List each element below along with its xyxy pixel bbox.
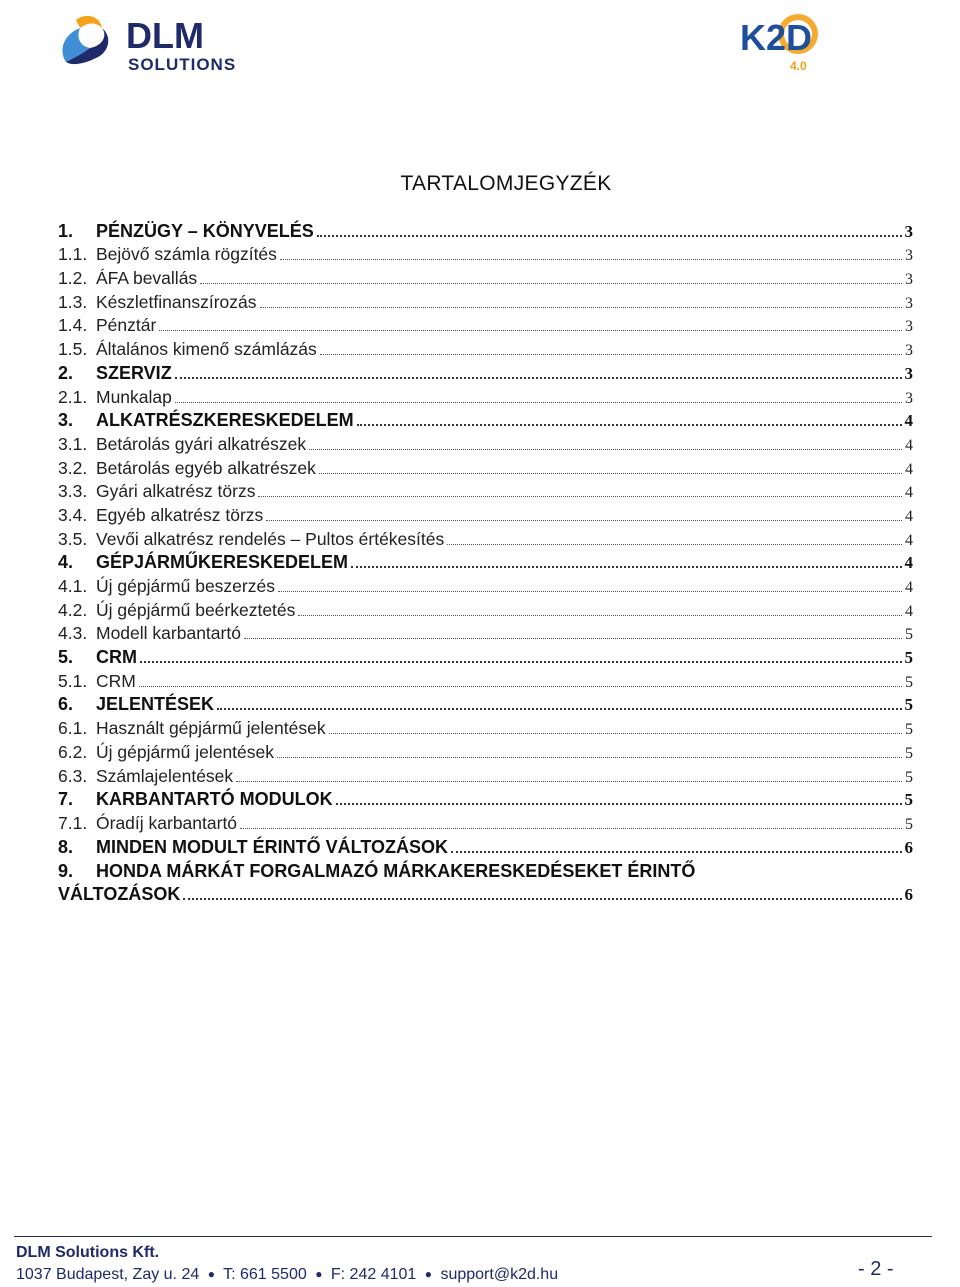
toc-entry-page: 6 <box>904 885 913 905</box>
toc-entry-number: 8. <box>58 836 74 857</box>
toc-dot-leader <box>278 590 902 592</box>
toc-entry-number: 2.1. <box>58 386 88 407</box>
toc-entry[interactable] <box>58 526 913 550</box>
svg-text:K2D: K2D <box>740 17 813 58</box>
toc-entry-page: 4 <box>905 579 913 596</box>
toc-entry[interactable] <box>58 289 913 313</box>
toc-dot-leader <box>319 472 902 474</box>
toc-entry-page: 5 <box>904 648 913 668</box>
toc-entry-number: 6.2. <box>58 741 88 762</box>
toc-entry[interactable] <box>58 668 913 692</box>
toc-entry-label: ALKATRÉSZKERESKEDELEM <box>96 410 354 431</box>
toc-entry-page: 5 <box>905 768 913 786</box>
toc-dot-leader <box>183 897 901 900</box>
toc-entry-label: SZERVIZ <box>96 362 172 383</box>
toc-entry-label: CRM <box>96 670 136 691</box>
toc-entry[interactable] <box>58 479 913 503</box>
toc-dot-leader <box>175 401 902 403</box>
toc-dot-leader <box>200 282 902 284</box>
footer-phone: T: 661 5500 <box>223 1266 307 1283</box>
toc-entry-label: Munkalap <box>96 386 172 407</box>
svg-text:DLM: DLM <box>126 15 204 56</box>
toc-entry-number: 3.5. <box>58 528 88 549</box>
footer-address: 1037 Budapest, Zay u. 24 <box>16 1266 200 1283</box>
toc-entry-label: HONDA MÁRKÁT FORGALMAZÓ MÁRKAKERESKEDÉSEKET ÉRINTŐ <box>96 860 696 881</box>
toc-title-text: TARTALOMJEGYZÉK <box>400 172 612 195</box>
toc-entry-label: Bejövő számla rögzítés <box>96 244 277 265</box>
toc-entry-label: Általános kimenő számlázás <box>96 339 317 360</box>
toc-entry-number: 4.1. <box>58 576 88 596</box>
toc-entry-number: 6.3. <box>58 765 88 786</box>
footer-email[interactable]: support@k2d.hu <box>440 1266 559 1283</box>
footer-fax: F: 242 4101 <box>330 1266 417 1283</box>
toc-title <box>0 172 960 196</box>
toc-entry-label: KARBANTARTÓ MODULOK <box>96 789 333 810</box>
toc-dot-leader <box>175 376 902 379</box>
toc-entry-number: 4.2. <box>58 599 88 620</box>
toc-entry[interactable] <box>58 644 913 668</box>
toc-dot-leader <box>236 780 902 782</box>
toc-dot-leader <box>320 353 902 355</box>
toc-entry-number: 7.1. <box>58 812 88 833</box>
toc-dot-leader <box>139 685 902 687</box>
toc-entry-label: Új gépjármű jelentések <box>96 741 275 762</box>
bullet-icon: ● <box>315 1267 323 1281</box>
toc-dot-leader <box>329 732 902 734</box>
k2d-logo <box>736 4 866 76</box>
toc-entry-label: Betárolás gyári alkatrészek <box>96 433 307 454</box>
toc-entry-label: Számlajelentések <box>96 765 234 786</box>
toc-entry[interactable] <box>58 408 913 432</box>
toc-entry-page: 4 <box>905 531 913 549</box>
toc-entry[interactable] <box>58 455 913 479</box>
toc-entry-page: 5 <box>905 673 913 691</box>
toc-dot-leader <box>357 423 902 426</box>
toc-entry[interactable] <box>58 597 913 621</box>
toc-entry-number: 1. <box>58 220 74 241</box>
toc-entry-page: 5 <box>905 626 913 644</box>
toc-dot-leader <box>159 329 902 331</box>
toc-entry-number: 1.4. <box>58 315 88 336</box>
toc-entry-number: 1.1. <box>58 244 88 265</box>
svg-text:SOLUTIONS: SOLUTIONS <box>128 55 237 74</box>
toc-dot-leader <box>451 850 902 853</box>
toc-entry-page: 5 <box>905 721 913 739</box>
toc-dot-leader <box>309 448 902 450</box>
toc-dot-leader <box>260 306 903 308</box>
toc-dot-leader <box>277 756 902 758</box>
toc-entry-page: 3 <box>905 294 913 312</box>
toc-entry-label: Gyári alkatrész törzs <box>96 481 256 502</box>
toc-entry[interactable] <box>58 787 913 811</box>
toc-entry-number: 3.1. <box>58 433 88 454</box>
toc-entry-label: Egyéb alkatrész törzs <box>96 504 264 525</box>
toc-entry-label: Óradíj karbantartó <box>96 812 238 833</box>
toc-entry[interactable] <box>58 265 913 289</box>
toc-dot-leader <box>280 258 902 260</box>
toc-dot-leader <box>336 802 902 805</box>
toc-entry[interactable] <box>58 431 913 455</box>
toc-entry-label: Betárolás egyéb alkatrészek <box>96 457 316 478</box>
toc-entry-label: Új gépjármű beszerzés <box>96 576 275 596</box>
toc-entry-page: 4 <box>905 507 913 525</box>
toc-entry-label: MINDEN MODULT ÉRINTŐ VÁLTOZÁSOK <box>96 836 448 857</box>
toc-entry[interactable] <box>58 810 913 834</box>
toc-entry-page: 4 <box>905 460 913 478</box>
toc-entry[interactable] <box>58 763 913 787</box>
toc-entry-page: 5 <box>905 744 913 762</box>
toc-dot-leader <box>447 543 902 545</box>
toc-entry[interactable] <box>58 834 913 858</box>
toc-entry-label: Új gépjármű beérkeztetés <box>96 599 296 620</box>
footer-contact <box>16 1266 558 1284</box>
toc-entry-page: 4 <box>905 436 913 454</box>
toc-dot-leader <box>351 565 901 568</box>
toc-entry[interactable] <box>58 502 913 526</box>
toc-entry[interactable] <box>58 313 913 337</box>
toc-entry-number: 6. <box>58 694 74 715</box>
toc-entry-page: 5 <box>904 790 913 810</box>
toc-entry-page: 3 <box>904 221 913 241</box>
toc-entry-page: 3 <box>904 363 913 383</box>
toc-entry-label: JELENTÉSEK <box>96 694 215 715</box>
toc-entry-label: ÁFA bevallás <box>96 268 198 289</box>
toc-entry[interactable] <box>58 384 913 408</box>
toc-entry-number: 5.1. <box>58 670 88 691</box>
toc-entry-label: VÁLTOZÁSOK <box>58 884 181 905</box>
toc-entry[interactable] <box>58 739 913 763</box>
toc-entry-page: 5 <box>905 815 913 833</box>
toc-entry-number: 3.4. <box>58 504 88 525</box>
toc-entry-page: 3 <box>905 342 913 360</box>
toc-entry-number: 4. <box>58 552 74 573</box>
toc-entry-number: 3.3. <box>58 481 88 502</box>
toc-entry-number: 2. <box>58 362 74 383</box>
toc-entry-page: 4 <box>904 411 913 431</box>
toc-entry-label: Pénztár <box>96 315 157 336</box>
toc-entry-number: 4.3. <box>58 623 88 644</box>
toc-entry[interactable] <box>58 218 913 242</box>
toc-entry-number: 7. <box>58 789 74 810</box>
toc-entry-number: 1.5. <box>58 339 88 360</box>
toc-entry-continuation[interactable] <box>58 882 913 906</box>
toc-dot-leader <box>266 519 902 521</box>
toc-entry-label: PÉNZÜGY – KÖNYVELÉS <box>96 220 314 241</box>
toc-dot-leader <box>217 707 901 710</box>
toc-dot-leader <box>317 234 902 237</box>
toc-dot-leader <box>140 660 902 663</box>
toc-entry[interactable] <box>58 573 913 597</box>
bullet-icon: ● <box>207 1267 215 1281</box>
toc-entry-number: 3.2. <box>58 457 88 478</box>
toc-entry-page: 5 <box>904 695 913 715</box>
toc-entry[interactable] <box>58 858 913 882</box>
page-number: - 2 - <box>858 1258 894 1280</box>
table-of-contents <box>58 218 913 905</box>
toc-dot-leader <box>258 495 902 497</box>
toc-entry-page: 3 <box>905 247 913 265</box>
toc-entry-number: 9. <box>58 860 74 881</box>
toc-dot-leader <box>244 637 902 639</box>
toc-entry-page: 4 <box>905 484 913 502</box>
toc-entry-label: Készletfinanszírozás <box>96 291 257 312</box>
toc-entry-number: 1.2. <box>58 268 88 289</box>
toc-entry-page: 3 <box>905 271 913 289</box>
toc-entry-label: Használt gépjármű jelentések <box>96 718 326 739</box>
toc-entry-label: Modell karbantartó <box>96 623 241 644</box>
toc-dot-leader <box>240 827 902 829</box>
footer-company: DLM Solutions Kft. <box>16 1244 160 1261</box>
toc-entry[interactable] <box>58 715 913 739</box>
toc-entry-number: 6.1. <box>58 718 88 739</box>
toc-entry[interactable] <box>58 242 913 266</box>
footer-divider <box>14 1236 932 1237</box>
toc-entry-number: 5. <box>58 647 74 668</box>
bullet-icon: ● <box>424 1267 432 1281</box>
toc-entry-label: CRM <box>96 647 137 668</box>
toc-entry[interactable] <box>58 336 913 360</box>
dlm-solutions-logo <box>56 12 296 78</box>
toc-dot-leader <box>298 614 902 616</box>
toc-entry[interactable] <box>58 692 913 716</box>
toc-entry-number: 3. <box>58 410 74 431</box>
toc-entry-label: GÉPJÁRMŰKERESKEDELEM <box>96 552 349 573</box>
toc-entry-page: 4 <box>905 602 913 620</box>
toc-entry-page: 4 <box>904 553 913 573</box>
toc-entry-label: Vevői alkatrész rendelés – Pultos értékesítés <box>96 528 445 549</box>
svg-text:4.0: 4.0 <box>790 59 807 73</box>
toc-entry-page: 6 <box>904 837 913 857</box>
toc-entry[interactable] <box>58 550 913 574</box>
toc-entry-number: 1.3. <box>58 291 88 312</box>
toc-entry[interactable] <box>58 360 913 384</box>
toc-entry[interactable] <box>58 621 913 645</box>
toc-entry-page: 3 <box>905 389 913 407</box>
toc-entry-page: 3 <box>905 318 913 336</box>
